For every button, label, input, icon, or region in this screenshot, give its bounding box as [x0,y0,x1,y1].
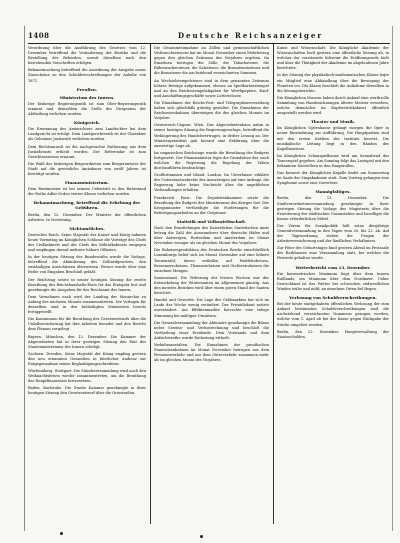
paragraph: Im Königlichen Schauspielhause wird am Sonnabend das Trauerspiel gegeben. Am Sonntag folgt das Lustspiel mit den bekannten Darstellern in den Hauptrollen. [277,153,389,168]
column-3 [277,46,389,526]
paragraph: Saatenstand. Die Witterung der letzten Wochen war der Entwickelung der Wintersaaten im Allgemeinen günstig. Aus den meisten Bezirken wird über einen guten Stand der Saaten berichtet. [154,275,269,296]
paragraph: Die Gesammteinnahme an Zöllen und gemeinschaftlichen Verbrauchssteuern hat im Monat November einen Mehrbetrag gegen den gleichen Zeitraum des Vorjahres ergeben. Im Einzelnen betrugen die Zölle, die Tabacksteuer, die Rübenzuckersteuer, die Salzsteuer, die Branntweinsteuer und die Brausteuer die nachstehend verzeichneten Summen. [154,46,269,76]
paragraph: In der heutigen Sitzung des Bundesraths wurde die Vorlage, betreffend die Abänderung des Zolltarifgesetzes, den zuständigen Ausschüssen überwiesen. Ferner wurde über eine Reihe von Eingaben Beschluß gefaßt. [28,255,146,275]
paragraph: Sachsen. Dresden. Seine Majestät der König empfing gestern den neu ernannten Gesandten in feierlicher Audienz zur Entgegennahme seines Beglaubigungsschreibens. [28,351,146,366]
paragraph: An Wechselstempelsteuer sind in dem genannten Zeitraum höhere Beträge aufgekommen, ebenso an Spielkartenstempel und an den Reichsstempelabgaben für Werthpapiere, Kauf- und Anschaffungsgeschäfte sowie Lotterieloose. [154,78,269,98]
running-title: Deutsche Reichsanzeiger [178,31,324,40]
paragraph: Die Ernennung des Amtsrichters zum Landrichter bei dem Landgericht ist erfolgt. Dem Landgerichtsrath ist der Charakter als Geheimer Justizrath verliehen worden. [28,127,146,142]
paragraph: Verordnung über die Ausführung des Gesetzes vom 12. Dezember betreffend die Veränderung der Bezirke und die Bestellung der Behörden, soweit dieselben nach den bestehenden Vorschriften erfolgen. [28,46,146,66]
paragraph: Die Roheisenproduktion des Deutschen Reichs einschließlich Luxemburgs belief sich im Monat November auf eine höhere Tonnenzahl; davon entfallen auf Puddelroheisen, Bessemerroheisen, Thomasroheisen und Gießereiroheisen die einzelnen Mengen. [154,248,269,273]
paragraph: Die Generalversammlung der Aktionäre genehmigte die Bilanz nebst Gewinn- und Verlustrechnung und beschloß die Vertheilung einer Dividende. Dem Vorstande und dem Aufsichtsrathe wurde Entlastung ertheilt. [154,320,269,340]
paragraph: Dem Rentmeister ist bei seinem Uebertritt in den Ruhestand der Rothe Adler-Orden vierter Klasse verliehen worden. [28,187,146,197]
paragraph: Württemberg. Stuttgart. Die Ständeversammlung wird nach den Weihnachtsferien wieder zusammentreten, um die Berathung des Hauptfinanzetats fortzusetzen. [28,369,146,384]
paragraph: Dem Rechtsanwalt ist die nachgesuchte Entlassung aus dem Justizdienste ertheilt worden. Der Referendar ist zum Gerichtsassessor ernannt. [28,144,146,159]
paragraph: Bayern. München, den 12. Dezember. Die Kammer der Abgeordneten hat in ihrer gestrigen Sitzung den Etat des Staatsministeriums des Innern erledigt. [28,334,146,349]
paragraph: Frankreich. Paris. Die Deputirtenkammer setzte die Berathung des Budgets des Ministeriums des Krieges fort. Der Kriegsminister vertheidigte die Forderungen für die Befestigungsarbeiten an der Ostgrenze. [154,195,269,215]
page-number: 1408 [28,31,50,40]
paragraph: Die Kommission für die Berathung des Gesetzentwurfs über die Unfallversicherung hat ihre Arbeiten beendet und den Bericht dem Plenum vorgelegt. [28,317,146,332]
column-rule-1 [150,44,151,524]
paragraph: Kunst und Wissenschaft. Die Königliche Akademie der Wissenschaften hielt gestern eine öffentliche Sitzung ab, in welcher der vorsitzende Sekretar die Eröffnungsrede hielt und über die Thätigkeit der Akademie im abgelaufenen Jahre berichtete. [277,46,389,71]
paragraph: Das Konzert der Königlichen Kapelle findet am Donnerstag im Saale der Singakademie statt. Zum Vortrag gelangen eine Symphonie sowie eine Ouvertüre. [277,171,389,186]
paragraph: Berlin, den 12. Dezember. Der Minister der öffentlichen Arbeiten. In Vertretung. [28,212,146,222]
paragraph: Im Königlichen Opernhause gelangt morgen die Oper in neuer Einstudirung zur Aufführung. Die Hauptpartien sind mit den ersten Kräften des Instituts besetzt. Die musikalische Leitung liegt in den Händen des Kapellmeisters. [277,126,389,151]
column-2 [154,46,269,526]
section-heading: Finanzministerium. [64,180,110,186]
paragraph: Berlin, den 12. Dezember. Hauptverwaltung der Staatsschulden. [277,329,389,339]
paragraph: Großbritannien und Irland. London. Im Unterhause erklärte der Unterstaatssekretär des Auswärtigen auf eine Anfrage, die Regierung habe keine Nachricht über die angeblichen Verhandlungen erhalten. [154,173,269,193]
paragraph: Berlin, den 13. Dezember. Die Stadtverordnetenversammlung genehmigte in ihrer gestrigen Sitzung die Vorlage des Magistrats über die Erweiterung der städtischen Gasanstalten und bewilligte die hierzu erforderlichen Mittel. [277,196,389,221]
section-heading: Bekanntmachung, betreffend die Erhebung der Gebühren. [33,200,141,211]
section-heading: Wetterbericht vom 13. Dezember. [295,264,371,270]
paragraph: Die Wahl des bisherigen Beigeordneten zum Bürgermeister der Stadt auf die gesetzliche Amtsdauer von zwölf Jahren ist bestätigt worden. [28,161,146,176]
paragraph: Bei der heute stattgehabten öffentlichen Verlosung der zum Ankauf bestimmten Schuldverschreibungen sind die nachstehend verzeichneten Nummern gezogen worden, welche vom 1. April ab bei der Kasse gegen Rückgabe der Stücke eingelöst werden. [277,302,389,327]
paragraph: Oesterreich-Ungarn. Wien. Das Abgeordnetenhaus nahm in seiner heutigen Sitzung die Regierungsvorlage, betreffend die Verlängerung des Handelsvertrages, in dritter Lesung an. Der Ministerpräsident gab hierauf eine Erklärung über die auswärtige Lage ab. [154,123,269,148]
print-mark [200,535,203,538]
column-rule-2 [273,44,274,524]
print-mark [60,532,63,535]
section-heading: Verlosung von Schuldverschreibungen. [289,295,377,301]
column-1 [28,46,146,526]
section-heading: Preußen. [76,86,98,92]
paragraph: Der Reichstag setzte in seiner heutigen Sitzung die zweite Berathung des Reichshaushalts-Etats für das Etatsjahr fort und genehmigte die Ausgaben für das Reichsamt des Innern. [28,277,146,292]
page-edge-right [392,26,393,531]
paragraph: Die Königlichen Museen haben durch Ankauf eine werthvolle Sammlung von Handzeichnungen älterer Meister erworben, welche demnächst im Kupferstichkabinet öffentlich ausgestellt werden wird. [277,95,389,116]
paragraph: Baden. Karlsruhe. Die Zweite Kammer genehmigte in ihrer heutigen Sitzung den Gesetzentwurf über die Ortsstraßen. [28,386,146,396]
section-heading: Mannigfaltiges. [315,189,351,195]
paragraph: Der bisherige Regierungsrath ist zum Ober-Regierungsrath ernannt und demselben die Stelle des Dirigenten der Abtheilung verliehen worden. [28,101,146,117]
section-heading: Statistik und Volkswirthschaft. [176,218,247,224]
page-header [28,30,390,42]
paragraph: Nach den Ermittelungen des Kaiserlichen Statistischen Amts betrug die Zahl der Auswanderer über deutsche Häfen und über Antwerpen, Rotterdam und Amsterdam im Monat November weniger als im gleichen Monat des Vorjahres. [154,226,269,246]
paragraph: Bekanntmachung betreffend die Anordnung der Ausgabe neuer Zinsscheine zu den Schuldverschreibungen der Anleihe von 1871. [28,68,146,83]
page-edge-left [24,26,25,531]
section-heading: Ministerium des Innern. [59,94,115,100]
paragraph: Ein barometrisches Maximum liegt über dem Innern Rußlands, ein Minimum über dem Nordmeer. Ueber Deutschland ist das Wetter bei schwachen südwestlichen Winden trübe und mild; an einzelnen Orten fiel Regen. [277,271,389,291]
paragraph: Deutsches Reich. Seine Majestät der Kaiser und König nahmen heute Vormittag im Königlichen Schlosse die Vorträge des Chefs des Civilkabinets und des Chefs des Militärkabinets entgegen und empfingen darauf mehrere höhere Offiziere. [28,232,146,253]
paragraph: Verkehrsanstalten. Die Einnahmen der preußischen Staatseisenbahnen im Monat November betrugen aus dem Personenverkehr und aus dem Güterverkehr zusammen mehr als im gleichen Monat des Vorjahres. [154,342,269,363]
paragraph: Im ungarischen Reichstage wurde die Berathung des Budgets fortgesetzt. Der Finanzminister legte die Grundsätze dar, nach welchen die Regierung die Regelung der Valuta durchzuführen beabsichtige. [154,150,269,171]
paragraph: Die Einnahmen der Reichs-Post- und Telegraphenverwaltung haben sich gleichfalls günstig gestaltet. Die Einnahmen der Reichseisenbahnen übersteigen die des gleichen Monats im Vorjahre. [154,100,269,121]
paragraph: Handel und Gewerbe. Die Lage des Geldmarktes hat sich im Laufe der Woche wenig verändert. Der Privatdiskont notirte unverändert. Am Effektenmarkte herrschte eine ruhige Stimmung bei mäßigen Umsätzen. [154,298,269,318]
paragraph: Dem Vernehmen nach wird der Landtag der Monarchie zu Anfang des nächsten Monats zusammentreten. Die Vorlagen für denselben sind in den betheiligten Ministerien bereits fertiggestellt. [28,294,146,315]
paragraph: In der Sitzung der physikalisch-mathematischen Klasse legte ein Mitglied eine Abhandlung über die Bewegung der Planeten vor. Die Klasse beschloß die Aufnahme derselben in die Sitzungsberichte. [277,73,389,93]
section-heading: Königreich. [73,120,101,126]
paragraph: Der Verein für Sozialpolitik hält seine diesjährige Generalversammlung in den Tagen vom 20. bis 22. ab. Auf der Tagesordnung stehen die Fragen der Arbeiterversicherung und der ländlichen Verhältnisse. [277,223,389,244]
section-heading: Theater und Musik. [310,119,356,125]
paragraph: Zur Feier des Geburtstages fand gestern Abend im Festsaale des Rathhauses eine Versammlung statt, bei welcher die Festrede gehalten wurde. [277,246,389,261]
section-heading: Nichtamtliches. [69,225,105,231]
header-rule [28,43,390,44]
